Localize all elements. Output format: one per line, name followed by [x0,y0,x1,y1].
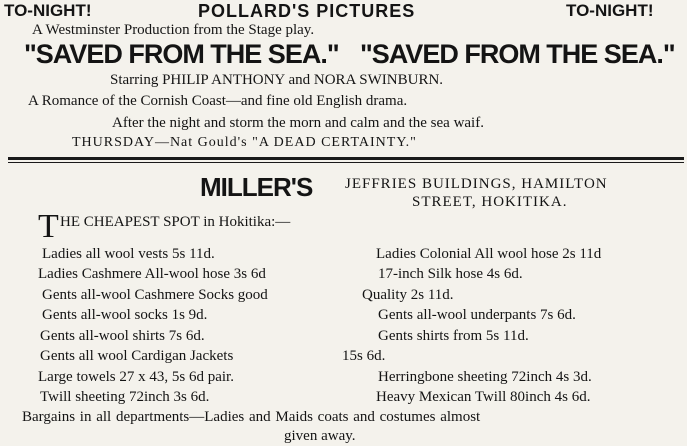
film-title-left: "SAVED FROM THE SEA." [24,39,339,69]
divider-thick [8,157,684,160]
list-item: Gents shirts from 5s 11d. [378,328,529,344]
list-item: Gents all-wool shirts 7s 6d. [40,328,205,344]
bargains-line2: given away. [284,428,356,444]
list-item: Ladies Colonial All wool hose 2s 11d [376,246,602,262]
tonight-right: TO-NIGHT! [566,1,654,20]
list-item: Ladies Cashmere All-wool hose 3s 6d [38,266,266,282]
production-line: A Westminster Production from the Stage play. [32,22,315,38]
romance-line: A Romance of the Cornish Coast—and fine old English drama. [28,93,408,109]
list-item: Heavy Mexican Twill 80inch 4s 6d. [376,389,591,405]
thursday-line: THURSDAY—Nat Gould's "A DEAD CERTAINTY." [72,135,417,150]
divider-thin [8,162,684,163]
bargains-line1: Bargains in all departments—Ladies and Maids coats and costumes almost [22,409,481,425]
list-item: Twill sheeting 72inch 3s 6d. [40,389,210,405]
cheapest-spot-line: HE CHEAPEST SPOT in Hokitika:— [60,214,291,230]
starring-line: Starring PHILIP ANTHONY and NORA SWINBURN. [110,72,444,88]
pollards-title: POLLARD'S PICTURES [198,1,416,21]
millers-name: MILLER'S [200,172,313,202]
list-item: Gents all-wool socks 1s 9d. [42,307,208,323]
millers-address-line2: STREET, HOKITIKA. [412,194,568,210]
list-item: Ladies all wool vests 5s 11d. [42,246,215,262]
millers-address-line1: JEFFRIES BUILDINGS, HAMILTON [345,176,608,192]
list-item: Large towels 27 x 43, 5s 6d pair. [38,369,234,385]
drop-cap: T [38,208,59,245]
list-item: Gents all-wool underpants 7s 6d. [378,307,576,323]
list-item: 17-inch Silk hose 4s 6d. [378,266,523,282]
list-item: Gents all wool Cardigan Jackets [40,348,234,364]
list-item: Quality 2s 11d. [362,287,454,303]
tonight-left: TO-NIGHT! [4,1,92,20]
list-item: Gents all-wool Cashmere Socks good [42,287,268,303]
tagline: After the night and storm the morn and calm and the sea waif. [112,115,484,131]
list-item: 15s 6d. [342,348,386,364]
film-title-right: "SAVED FROM THE SEA." [360,39,675,69]
list-item: Herringbone sheeting 72inch 4s 3d. [378,369,592,385]
